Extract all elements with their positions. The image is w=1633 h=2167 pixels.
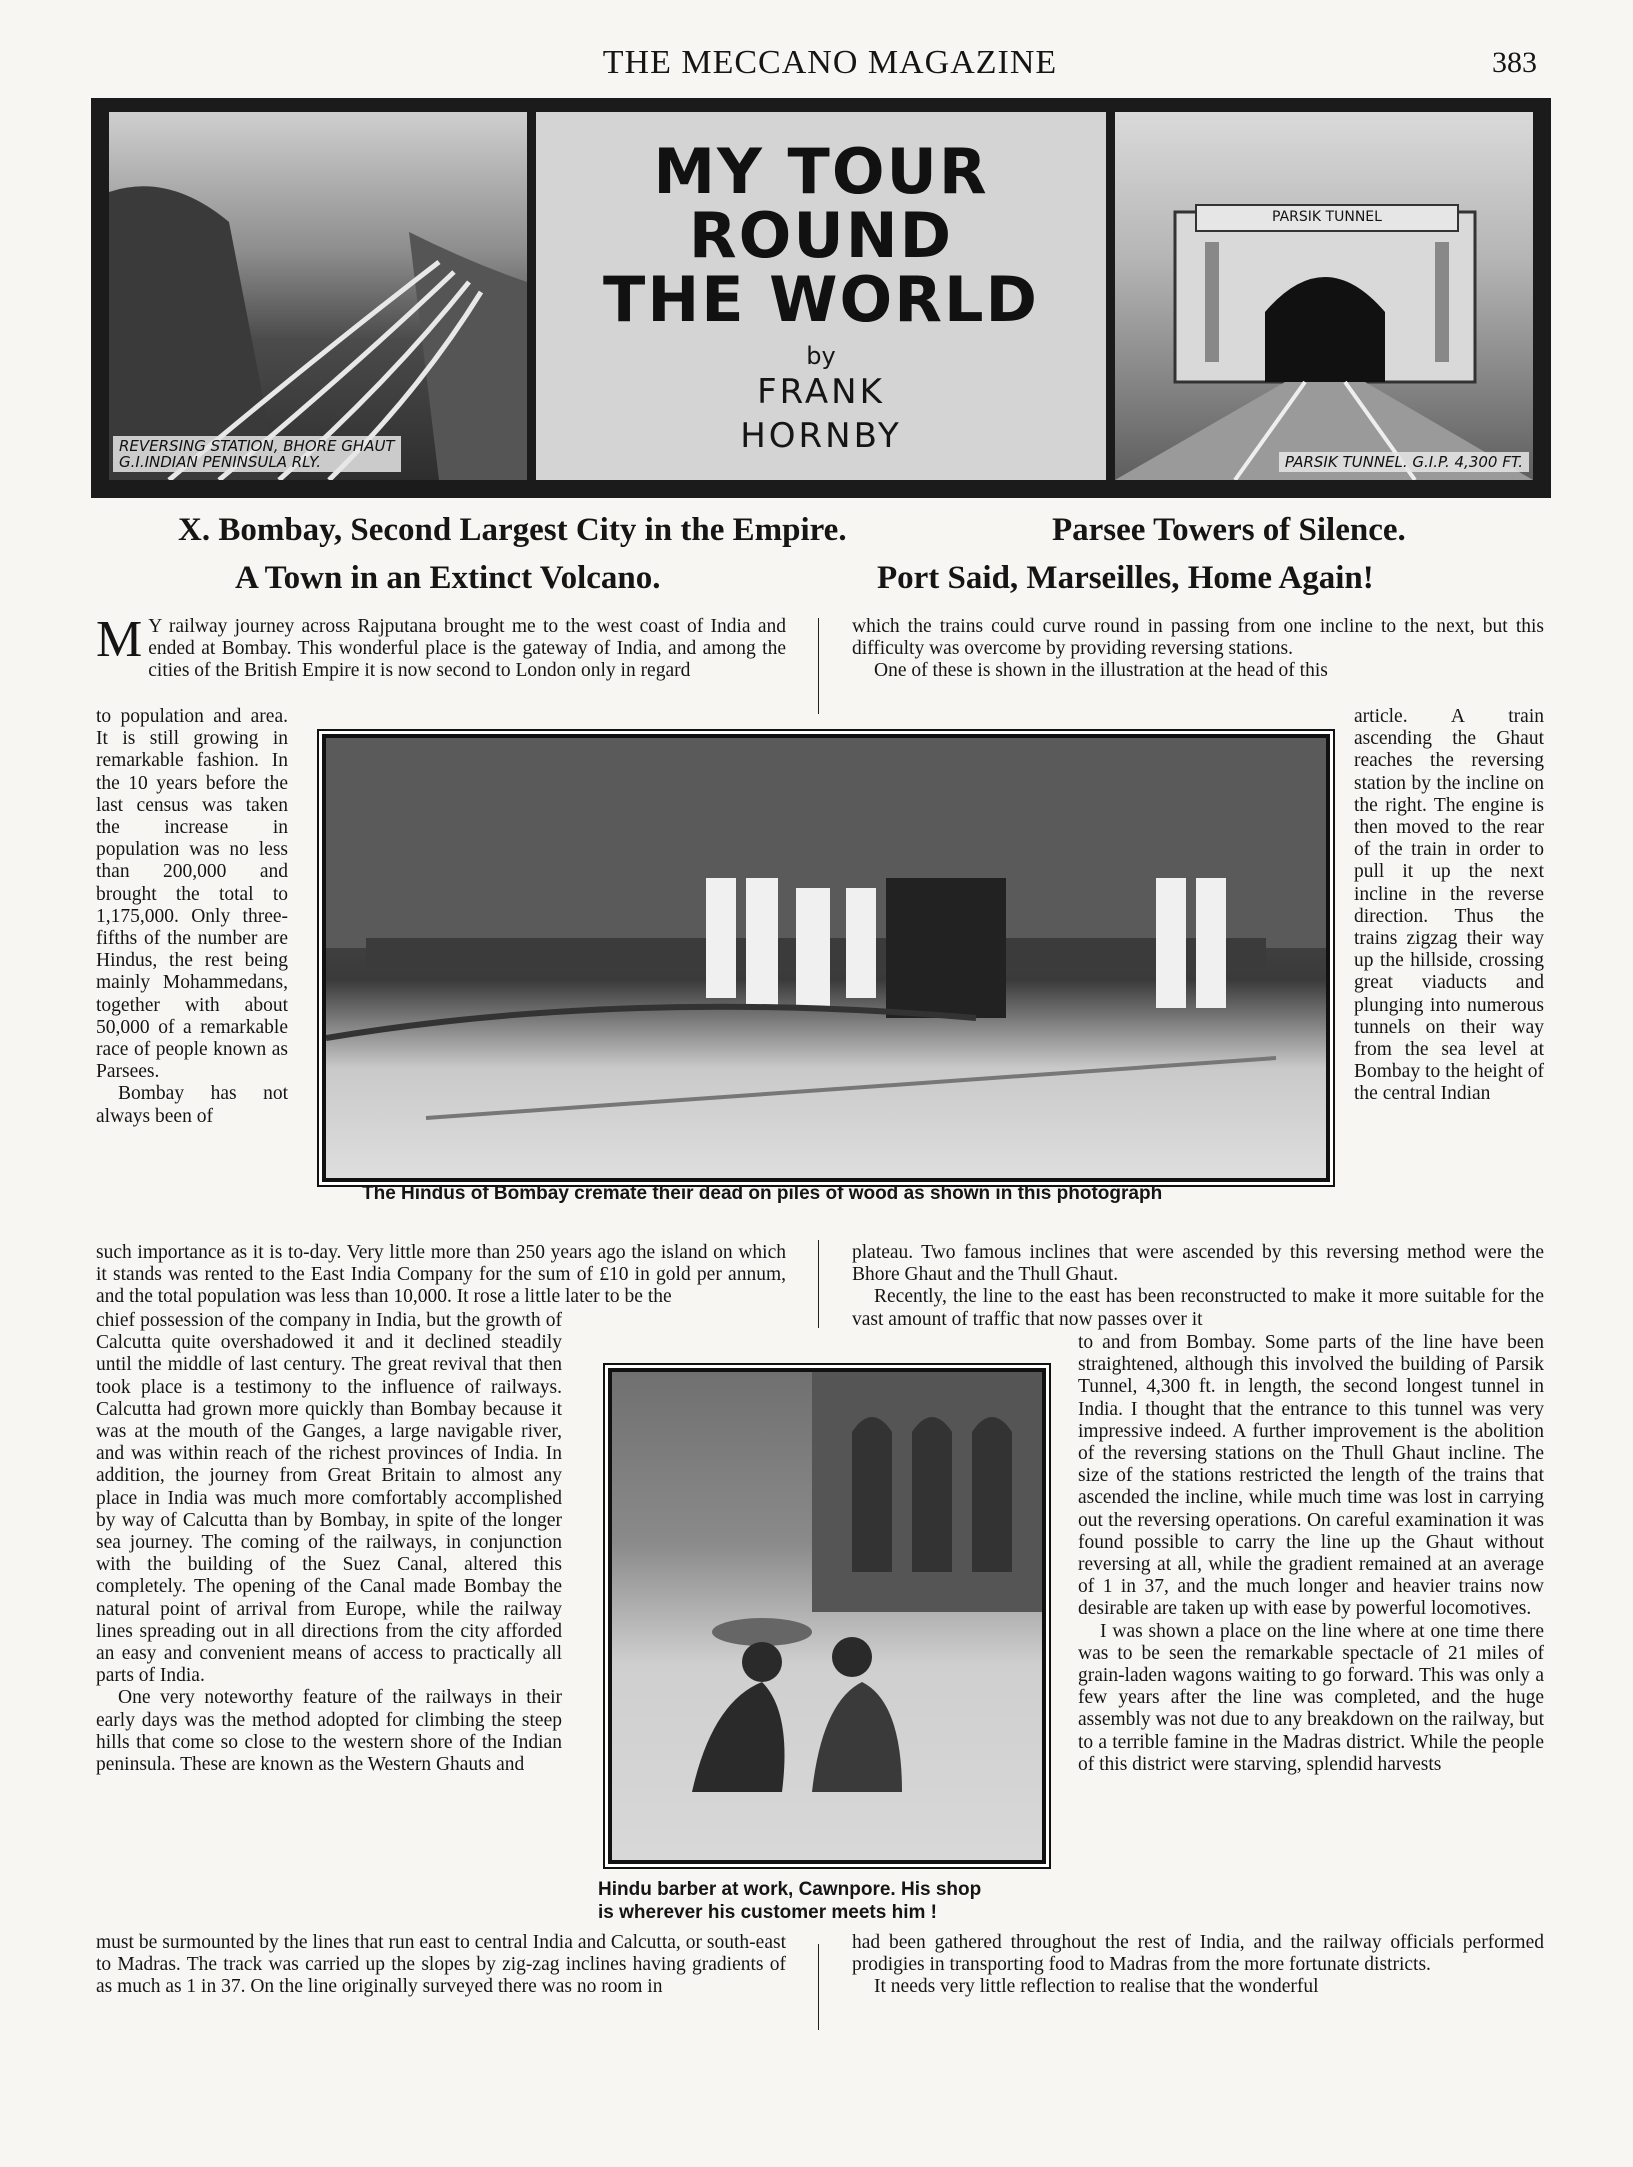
magazine-title: THE MECCANO MAGAZINE (602, 44, 1058, 81)
article-title-line-3: THE WORLD (603, 263, 1039, 336)
railway-incline-drawing (109, 112, 527, 480)
tunnel-sign: PARSIK TUNNEL (1195, 204, 1459, 232)
paragraph: One very noteworthy feature of the railways in their early days was the method adopted for climbing the steep hills that come so close to the western shore of the Indian peninsula. These are known as the Western Ghauts and (96, 1687, 562, 1776)
byline-by: by (806, 342, 836, 370)
headline-towers: Parsee Towers of Silence. (1052, 512, 1406, 548)
cremation-caption: The Hindus of Bombay cremate their dead on piles of wood as shown in this photograph (362, 1183, 1163, 1204)
narrow-right-column (1354, 706, 1544, 1106)
right-banner-caption: PARSIK TUNNEL. G.I.P. 4,300 FT. (1279, 452, 1529, 472)
paragraph: Y railway journey across Rajputana brought me to the west coast of India and ended at Bombay. This wonderful place is the gateway of India, and among the cities of the British Empire it is now second to London only in regard (148, 616, 786, 682)
headline-port-said: Port Said, Marseilles, Home Again! (877, 560, 1374, 596)
paragraph: had been gathered throughout the rest of India, and the railway officials performed prodigies in transporting food to Madras from the more fortunate districts. (852, 1932, 1544, 1976)
paragraph: It needs very little reflection to realise that the wonderful (874, 1976, 1319, 1998)
cremation-photo (322, 734, 1330, 1182)
page-number: 383 (1492, 46, 1537, 79)
left-column-mid (96, 1242, 786, 1309)
right-column-top (852, 616, 1544, 683)
reversing-station-illustration (109, 112, 527, 480)
right-column-mid (852, 1242, 1544, 1331)
title-banner (91, 98, 1551, 498)
headline-bombay: X. Bombay, Second Largest City in the Empire. (178, 512, 847, 548)
headline-volcano: A Town in an Extinct Volcano. (235, 560, 661, 596)
drop-cap: M (96, 611, 143, 668)
author-last-name: HORNBY (740, 416, 902, 456)
barber-scene-drawing (612, 1372, 1042, 1860)
paragraph: which the trains could curve round in passing from one incline to the next, but this difficulty was overcome by providing reversing stations. (852, 616, 1544, 660)
tunnel-portal-drawing (1115, 112, 1533, 480)
author-first-name: FRANK (757, 372, 885, 412)
paragraph: to and from Bombay. Some parts of the line have been straightened, although this involved the building of Parsik Tunnel, 4,300 ft. in length, the second longest tunnel in India. I thought that the entrance to this tunnel was very impressive indeed. A further improvement is the abolition of the reversing stations on the Thull Ghaut incline. The size of the stations restricted the length of the trains that ascended the incline, while much time was lost in carrying out the reversing operations. On careful examination it was found possible to carry the line up the Ghaut without reversing at all, while the gradient remained at an average of 1 in 37, and the much longer and heavier trains now desirable are taken up with ease by powerful locomotives. (1078, 1332, 1544, 1620)
column-rule-middle (818, 1240, 819, 1328)
paragraph: chief possession of the company in India, but the growth of Calcutta quite overshadowed it and it declined steadily until the middle of last century. The great revival that then took place is a testimony to the influence of railways. Calcutta had grown more quickly than Bombay because it was at the mouth of the Ganges, a large navigable river, and was within reach of the richest provinces of India. In addition, the journey from Great Britain to almost any place in India was much more comfortably accomplished by way of Calcutta than by Bombay, in spite of the longer sea journey. The coming of the railways, in conjunction with the building of the Suez Canal, altered this completely. The opening of the Canal made Bombay the natural point of arrival from Europe, while the railway lines spreading out in all directions from the city afforded an easy and convenient means of access to practically all parts of India. (96, 1310, 562, 1687)
cremation-scene-drawing (326, 738, 1326, 1178)
column-rule-top (818, 618, 819, 714)
right-column-lower (1078, 1332, 1544, 1776)
article-intro (96, 611, 786, 683)
right-column-bottom (852, 1932, 1544, 1999)
title-panel (536, 112, 1106, 480)
paragraph: article. A train ascending the Ghaut reaches the reversing station by the incline on the right. The engine is then moved to the rear of the train in order to pull it up the next incline in the reverse direction. Thus the trains zigzag their way up the hillside, crossing great viaducts and plunging into numerous tunnels on their way from the sea level at Bombay to the height of the central Indian (1354, 706, 1544, 1105)
narrow-left-column (96, 706, 288, 1128)
left-column-lower (96, 1310, 562, 1776)
barber-photo (608, 1368, 1046, 1864)
paragraph: such importance as it is to-day. Very little more than 250 years ago the island on which it stands was rented to the East India Company for the sum of £10 in gold per annum, and the total population was less than 10,000. It rose a little later to be the (96, 1242, 786, 1308)
paragraph: Recently, the line to the east has been reconstructed to make it more suitable for the vast amount of traffic that now passes over it (852, 1286, 1544, 1330)
parsik-tunnel-illustration (1115, 112, 1533, 480)
paragraph: Bombay has not always been of (96, 1083, 288, 1127)
article-title-line-2: ROUND (688, 199, 954, 272)
column-rule-bottom (818, 1944, 819, 2030)
paragraph: I was shown a place on the line where at one time there was to be seen the remarkable spectacle of 21 miles of grain-laden wagons waiting to go forward. This was only a few years after the line was completed, and the huge assembly was not due to any breakdown on the railway, but to a terrible famine in the Madras district. While the people of this district were starving, splendid harvests (1078, 1620, 1544, 1775)
paragraph: to population and area. It is still growing in remarkable fashion. In the 10 years before the last census was taken the increase in population was no less than 200,000 and brought the total to 1,175,000. Only three-fifths of the number are Hindus, the rest being mainly Mohammedans, together with about 50,000 of a remarkable race of people known as Parsees. (96, 706, 288, 1083)
left-column-bottom (96, 1932, 786, 1999)
article-title-line-1: MY TOUR (653, 135, 989, 208)
paragraph: One of these is shown in the illustration at the head of this (874, 660, 1328, 682)
barber-caption: Hindu barber at work, Cawnpore. His shop is wherever his customer meets him ! (598, 1879, 982, 1923)
paragraph: plateau. Two famous inclines that were ascended by this reversing method were the Bhore Ghaut and the Thull Ghaut. (852, 1242, 1544, 1286)
left-banner-caption: REVERSING STATION, BHORE GHAUT G.I.INDIAN PENINSULA RLY. (113, 436, 401, 472)
paragraph: must be surmounted by the lines that run east to central India and Calcutta, or south-east to Madras. The track was carried up the slopes by zig-zag inclines having gradients of as much as 1 in 37. On the line originally surveyed there was no room in (96, 1932, 786, 1998)
